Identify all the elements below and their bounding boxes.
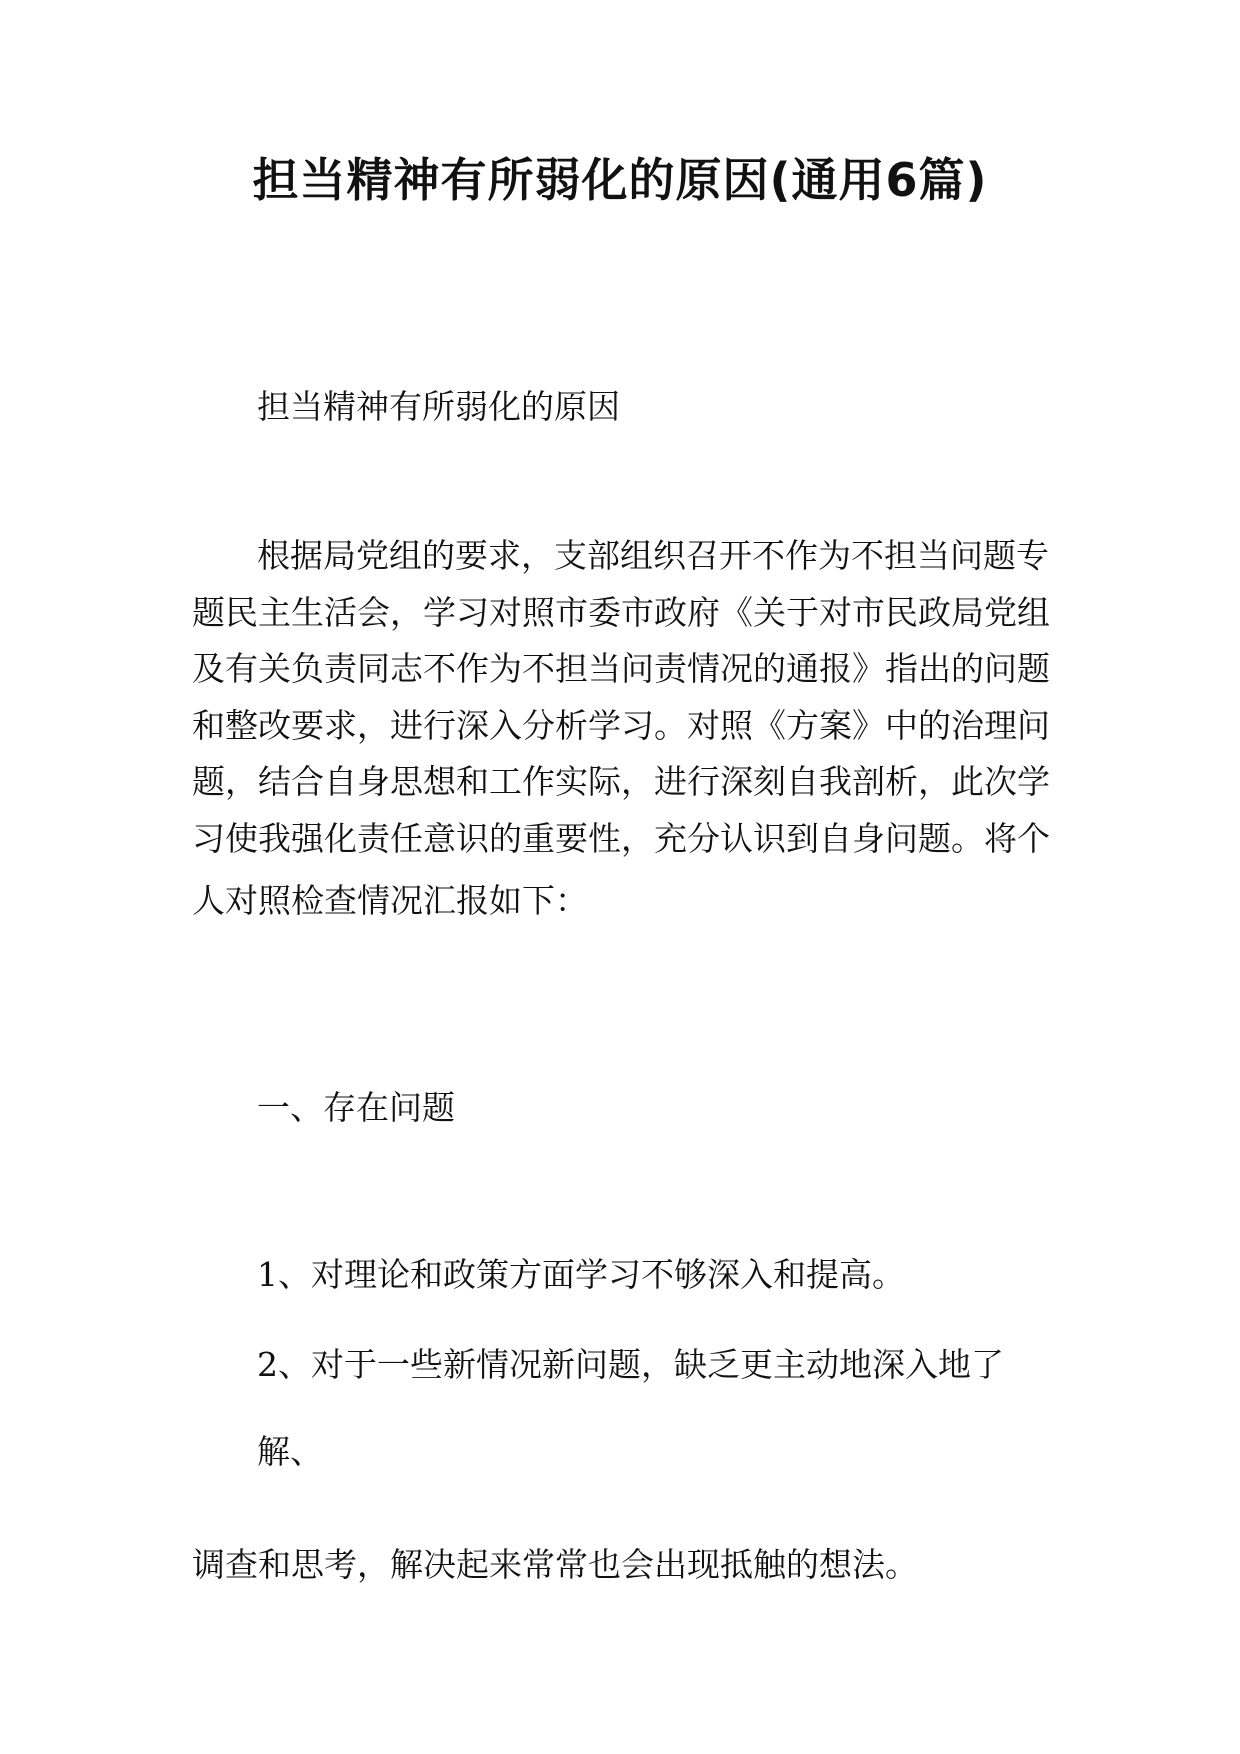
paragraph-line: 题，结合自身思想和工作实际，进行深刻自我剖析，此次学 xyxy=(192,762,1050,801)
paragraph-line: 及有关负责同志不作为不担当问责情况的通报》指出的问题 xyxy=(192,649,1050,688)
paragraph-line: 和整改要求，进行深入分析学习。对照《方案》中的治理问 xyxy=(192,705,1050,745)
list-item-1: 1、对理论和政策方面学习不够深入和提高。 xyxy=(257,1255,905,1294)
paragraph-line: 习使我强化责任意识的重要性，充分认识到自身问题。将个 xyxy=(192,818,1050,858)
list-item-2-line-3: 调查和思考，解决起来常常也会出现抵触的想法。 xyxy=(192,1545,918,1584)
document-subtitle: 担当精神有所弱化的原因 xyxy=(257,387,620,426)
document-title: 担当精神有所弱化的原因(通用6篇) xyxy=(252,153,988,207)
paragraph-line: 题民主生活会，学习对照市委市政府《关于对市民政局党组 xyxy=(192,592,1050,632)
paragraph-line: 根据局党组的要求，支部组织召开不作为不担当问题专 xyxy=(257,536,1049,575)
list-item-2-line-1: 2、对于一些新情况新问题，缺乏更主动地深入地了 xyxy=(257,1345,1004,1384)
section-heading: 一、存在问题 xyxy=(257,1088,455,1127)
paragraph-line: 人对照检查情况汇报如下： xyxy=(192,881,588,920)
list-item-2-line-2: 解、 xyxy=(257,1432,323,1471)
intro-paragraph xyxy=(192,528,1072,930)
